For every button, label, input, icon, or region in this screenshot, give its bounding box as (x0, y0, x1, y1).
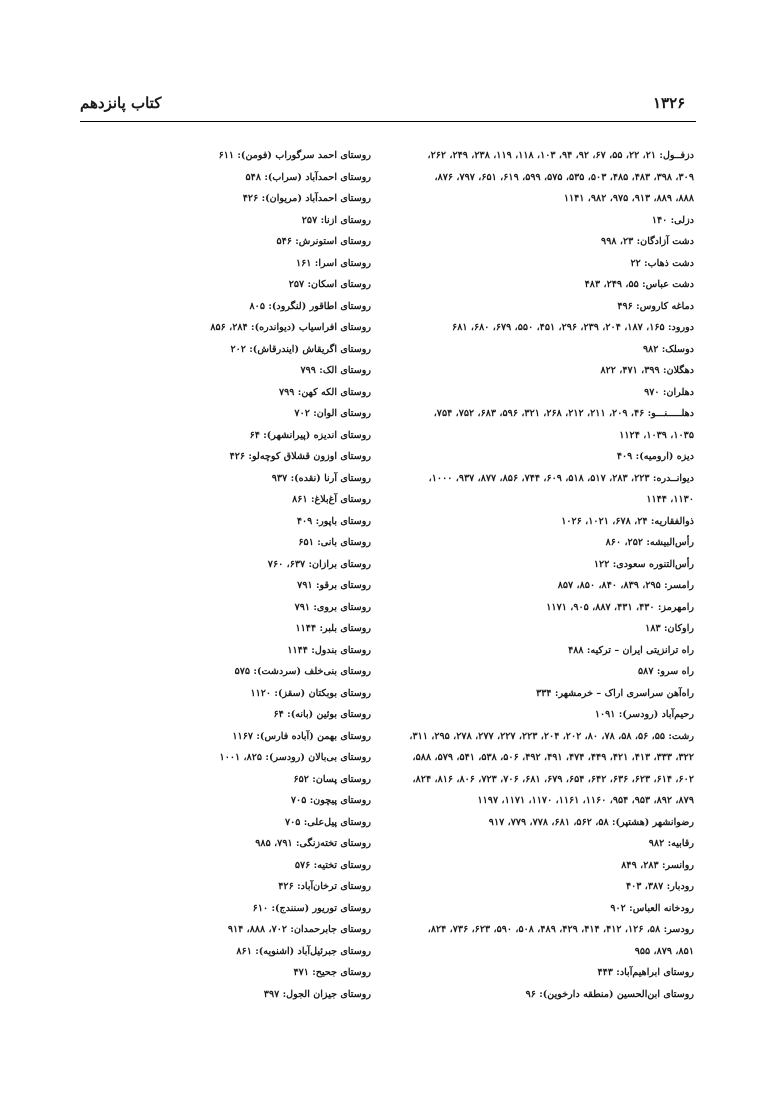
index-entry-line: روستای بی‌بالان (رودسر): ۸۲۵، ۱۰۰۱ (219, 752, 371, 763)
index-entry-line: روستای احمدآباد (مریوان): ۴۲۶ (242, 193, 371, 204)
index-entry-line: راه سرو: ۵۸۷ (638, 666, 694, 677)
index-entry-line: دوسلک: ۹۸۲ (642, 343, 694, 355)
index-entry-line: ذوالفقاریه: ۲۴، ۶۷۸، ۱۰۲۱، ۱۰۲۶ (561, 515, 694, 527)
index-entry-line: روستای باپور: ۴۰۹ (296, 515, 371, 527)
index-entry-line: رودسر: ۵۸، ۱۲۶، ۴۱۲، ۴۱۴، ۴۲۹، ۴۸۹، ۵۰۸، ۵۹۰، ۶۲۳، ۷۳۶، ۸۲۴، (427, 924, 694, 935)
index-entry-line: دماغه کاروس: ۴۹۶ (617, 300, 694, 312)
book-title: کتاب پانزدهم (80, 94, 162, 112)
index-entry-line: روستای برقو: ۷۹۱ (297, 580, 371, 591)
index-entry-line: دزلی: ۱۴۰ (651, 214, 694, 226)
index-entry-line: روانسر: ۲۸۳، ۸۴۹ (621, 859, 694, 871)
index-entry-line: روستای بلبر: ۱۱۴۴ (295, 623, 371, 634)
index-entry-line: روستای تختیه: ۵۷۶ (294, 859, 371, 871)
index-entry-line: راه ترانزیتی ایران – ترکیه: ۴۸۸ (568, 644, 694, 656)
index-entry-line: روستای پیچون: ۷۰۵ (290, 795, 371, 806)
index-entry-line: روستای اندیزه (پیرانشهر): ۶۴ (249, 429, 371, 441)
index-entry-line: روستای توریور (سنندج): ۶۱۰ (252, 902, 371, 914)
index-entry-line: ۱۰۳۵، ۱۰۳۹، ۱۱۲۴ (619, 429, 694, 441)
index-entry-line: روستای احمدآباد (سراب): ۵۴۸ (245, 171, 371, 183)
index-entry-line: روستای بانی: ۶۵۱ (298, 537, 371, 548)
index-entry-line: دشت آزادگان: ۲۳، ۹۹۸ (601, 236, 694, 247)
index-entry-line: روستای اوزون قشلاق کوچه‌لو: ۴۲۶ (229, 451, 371, 462)
index-entry-line: دورود: ۱۶۵، ۱۸۷، ۲۰۴، ۲۳۹، ۲۹۶، ۴۵۱، ۵۵۰، ۶۷۹، ۶۸۰، ۶۸۱ (452, 322, 694, 333)
index-entry-line: روستای الکه کهن: ۷۹۹ (279, 386, 371, 398)
index-entry-line: ۳۰۹، ۳۹۸، ۴۸۳، ۴۸۵، ۵۰۳، ۵۳۵، ۵۷۵، ۵۹۹، ۶۱۹، ۶۵۱، ۷۹۷، ۸۷۶، (434, 171, 694, 183)
index-entry-line: دشت عباس: ۵۵، ۲۴۹، ۴۸۳ (584, 279, 694, 290)
index-entry-line: رضوانشهر (هشتپر): ۵۸، ۵۶۲، ۶۸۱، ۷۷۸، ۷۷۹، ۹۱۷ (488, 816, 694, 828)
index-entry-line: ۳۲۲، ۳۳۳، ۴۱۳، ۴۲۱، ۴۴۹، ۴۷۴، ۴۹۱، ۴۹۲، ۵۰۶، ۵۳۸، ۵۴۱، ۵۷۹، ۵۸۸، (412, 752, 694, 763)
index-entry-line: روستای بنی‌خلف (سردشت): ۵۷۵ (234, 666, 371, 677)
index-entry-line: روستای بهمن (آباده فارس): ۱۱۶۷ (232, 730, 371, 742)
index-entry-line: دهگلان: ۳۹۹، ۴۷۱، ۸۲۲ (600, 365, 694, 376)
index-entry-line: ۸۷۹، ۸۹۲، ۹۵۳، ۹۵۴، ۱۱۶۰، ۱۱۶۱، ۱۱۷۰، ۱۱۷۱، ۱۱۹۷ (477, 795, 694, 806)
index-entry-line: روستای جحیح: ۴۷۱ (293, 967, 371, 978)
index-entry-line: روستای بوبکتان (سقز): ۱۱۲۰ (250, 687, 371, 699)
index-entry-line: ۸۸۸، ۸۸۹، ۹۱۳، ۹۷۵، ۹۸۲، ۱۱۴۱ (563, 193, 694, 204)
index-entry-line: روستای جابرحمدان: ۷۰۲، ۸۸۸، ۹۱۴ (227, 924, 371, 935)
index-entry-line: روستای بوئین (بانه): ۶۴ (273, 709, 371, 720)
index-entry-line: دهلران: ۹۷۰ (644, 386, 694, 398)
index-entry-line: روستای اسکان: ۲۵۷ (288, 279, 371, 290)
index-entry-line: روستای الوان: ۷۰۲ (294, 408, 371, 419)
index-entry-line: رأس‌التنوره سعودی: ۱۲۲ (593, 558, 694, 570)
index-entry-line: روستای جیزان الجول: ۳۹۷ (263, 988, 371, 1000)
index-entry-line: روستای ترخان‌آباد: ۴۲۶ (278, 881, 371, 892)
index-entry-line: روستای جبرئیل‌آباد (اشنویه): ۸۶۱ (236, 945, 371, 957)
index-entry-line: دهلـــــنـــو: ۴۶، ۲۰۹، ۲۱۱، ۲۱۲، ۲۶۸، ۳۲۱، ۵۹۶، ۶۸۳، ۷۵۲، ۷۵۴، (433, 408, 694, 419)
index-entry-line: ۸۵۱، ۸۷۹، ۹۵۵ (634, 945, 694, 957)
index-entry-line: روستای تخته‌زنگی: ۷۹۱، ۹۸۵ (255, 838, 371, 849)
page-number: ۱۳۲۶ (653, 94, 686, 112)
index-entry-line: رشت: ۵۵، ۵۶، ۵۸، ۷۸، ۸۰، ۲۰۲، ۲۰۴، ۲۲۳، ۲۲۷، ۲۷۷، ۲۷۸، ۲۹۵، ۳۱۱، (409, 730, 694, 742)
index-entry-line: روستای افراسیاب (دیواندره): ۲۸۴، ۸۵۶ (210, 322, 371, 333)
index-entry-line: روستای برازان: ۶۳۷، ۷۶۰ (267, 558, 371, 570)
index-entry-line: ۶۰۲، ۶۱۴، ۶۲۳، ۶۳۶، ۶۴۲، ۶۵۴، ۶۷۹، ۶۸۱، ۷۰۶، ۷۲۳، ۸۰۶، ۸۱۶، ۸۲۴، (412, 773, 694, 785)
index-entry-line: رامهرمز: ۴۳۰، ۴۳۱، ۸۸۷، ۹۰۵، ۱۱۷۱ (546, 601, 694, 613)
index-entry-line: دزفــول: ۲۱، ۲۲، ۵۵، ۶۷، ۹۲، ۹۴، ۱۰۳، ۱۱۸، ۱۱۹، ۲۳۸، ۲۴۹، ۲۶۲، (427, 150, 694, 161)
index-entry-line: دیوانــدره: ۲۲۳، ۲۸۳، ۵۱۷، ۵۱۸، ۶۰۹، ۷۴۴، ۸۵۶، ۸۷۷، ۹۳۷، ۱۰۰۰، (428, 472, 694, 484)
index-column-right (388, 145, 694, 1005)
index-entry-line: روستای پسان: ۶۵۲ (293, 773, 371, 785)
index-entry-line: روستای بروی: ۷۹۱ (294, 601, 371, 613)
index-entry-line: روستای ازنا: ۲۵۷ (301, 214, 371, 226)
index-entry-line: دیزه (ارومیه): ۴۰۹ (616, 451, 694, 462)
index-entry-line: روستای الک: ۷۹۹ (300, 365, 371, 376)
index-column-left (201, 145, 371, 1005)
index-entry-line: روستای بندول: ۱۱۴۴ (287, 644, 371, 656)
index-entry-line: روستای ابن‌الحسین (منطقه دارخوین): ۹۶ (525, 988, 694, 1000)
index-entry-line: رامسر: ۲۹۵، ۸۳۹، ۸۴۰، ۸۵۰، ۸۵۷ (557, 580, 694, 591)
index-entry-line: روستای اسرا: ۱۶۱ (296, 257, 371, 269)
index-entry-line: روستای پیل‌علی: ۷۰۵ (284, 816, 371, 828)
index-entry-line: رودبار: ۳۸۷، ۴۰۳ (625, 881, 694, 892)
index-entry-line: رأس‌البیشه: ۲۵۲، ۸۶۰ (605, 537, 694, 548)
index-entry-line: روستای استونرش: ۵۴۶ (276, 236, 371, 247)
index-entry-line: ۱۱۳۰، ۱۱۴۴ (646, 494, 694, 505)
index-entry-line: روستای آرنا (نقده): ۹۳۷ (271, 472, 371, 484)
index-entry-line: رقابیه: ۹۸۲ (648, 838, 694, 849)
index-entry-line: روستای اگریقاش (ایندرقاش): ۲۰۲ (230, 343, 371, 355)
index-entry-line: روستای اطاقور (لنگرود): ۸۰۵ (249, 300, 371, 312)
index-entry-line: راوکان: ۱۸۳ (645, 623, 694, 634)
header-rule (80, 121, 696, 122)
index-entry-line: دشت ذهاب: ۲۲ (630, 257, 694, 269)
index-entry-line: روستای ابراهیم‌آباد: ۴۴۳ (597, 967, 694, 978)
index-entry-line: رودخانه العباس: ۹۰۲ (610, 902, 694, 914)
index-entry-line: رحیم‌آباد (رودسر): ۱۰۹۱ (594, 709, 694, 720)
index-entry-line: روستای احمد سرگوراب (فومن): ۶۱۱ (218, 150, 371, 161)
index-entry-line: روستای آغ‌بلاغ: ۸۶۱ (292, 494, 371, 505)
index-entry-line: راه‌آهن سراسری اراک – خرمشهر: ۳۳۴ (536, 687, 694, 699)
